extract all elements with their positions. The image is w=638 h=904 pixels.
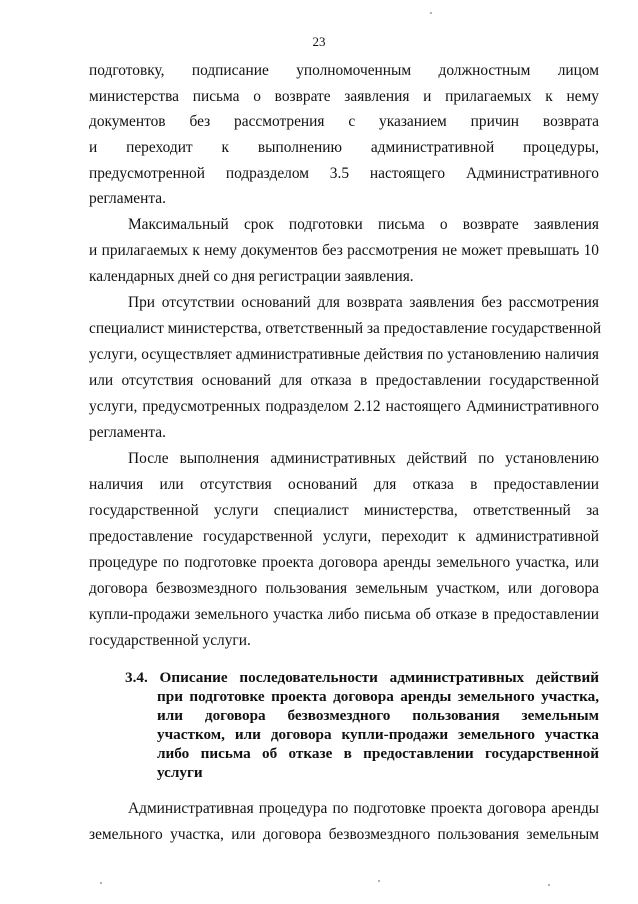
- paragraph-line: календарных дней со дня регистрации заявления.: [89, 268, 414, 285]
- paragraph-line: министерства письма о возврате заявления и прилагаемых к нему: [89, 88, 599, 105]
- paragraph-line: предусмотренной подразделом 3.5 настоящего Административного: [89, 165, 599, 182]
- paragraph-line: услуги, осуществляет административные действия по установлению наличия: [89, 346, 599, 363]
- paragraph-line: государственной услуги специалист министерства, ответственный за: [89, 502, 599, 519]
- paragraph-line: или отсутствия оснований для отказа в предоставлении государственной: [89, 372, 599, 389]
- paragraph-line: государственной услуги.: [89, 632, 251, 649]
- scan-speck: [430, 12, 432, 14]
- paragraph-line: процедуре по подготовке проекта договора аренды земельного участка, или: [89, 554, 599, 571]
- paragraph-line: Административная процедура по подготовке проекта договора аренды: [128, 800, 599, 817]
- paragraph-line: земельного участка, или договора безвозмездного пользования земельным: [89, 826, 599, 843]
- page-number: 23: [312, 34, 326, 49]
- section-heading-line: 3.4. Описание последовательности административных действий: [125, 669, 599, 686]
- section-heading-line: услуги: [157, 764, 203, 781]
- paragraph-line: Максимальный срок подготовки письма о возврате заявления: [128, 216, 599, 233]
- paragraph-line: После выполнения административных действий по установлению: [128, 450, 599, 467]
- paragraph-line: специалист министерства, ответственный за предоставление государственной: [89, 320, 602, 337]
- paragraph-line: и переходит к выполнению административной процедуры,: [89, 139, 599, 156]
- section-heading-line: или договора безвозмездного пользования земельным: [157, 707, 599, 724]
- paragraph-line: регламента.: [89, 190, 166, 207]
- paragraph-line: регламента.: [89, 424, 166, 441]
- paragraph-line: документов без рассмотрения с указанием причин возврата: [89, 113, 599, 130]
- scan-speck: [548, 884, 550, 886]
- paragraph-line: подготовку, подписание уполномоченным должностным лицом: [89, 62, 599, 79]
- paragraph-line: предоставление государственной услуги, переходит к административной: [89, 528, 599, 545]
- section-heading-line: при подготовке проекта договора аренды земельного участка,: [157, 688, 599, 705]
- paragraph-line: услуги, предусмотренных подразделом 2.12 настоящего Административного: [89, 398, 599, 415]
- scan-speck: [100, 882, 102, 884]
- paragraph-line: наличия или отсутствия оснований для отказа в предоставлении: [89, 476, 599, 493]
- paragraph-line: договора безвозмездного пользования земельным участком, или договора: [89, 580, 599, 597]
- paragraph-line: и прилагаемых к нему документов без рассмотрения не может превышать 10: [89, 242, 599, 259]
- section-heading-line: участком, или договора купли-продажи земельного участка: [157, 726, 599, 743]
- paragraph-line: При отсутствии оснований для возврата заявления без рассмотрения: [128, 294, 599, 311]
- scan-speck: [378, 880, 380, 882]
- paragraph-line: купли-продажи земельного участка либо письма об отказе в предоставлении: [89, 606, 599, 623]
- section-heading-line: либо письма об отказе в предоставлении государственной: [157, 745, 599, 762]
